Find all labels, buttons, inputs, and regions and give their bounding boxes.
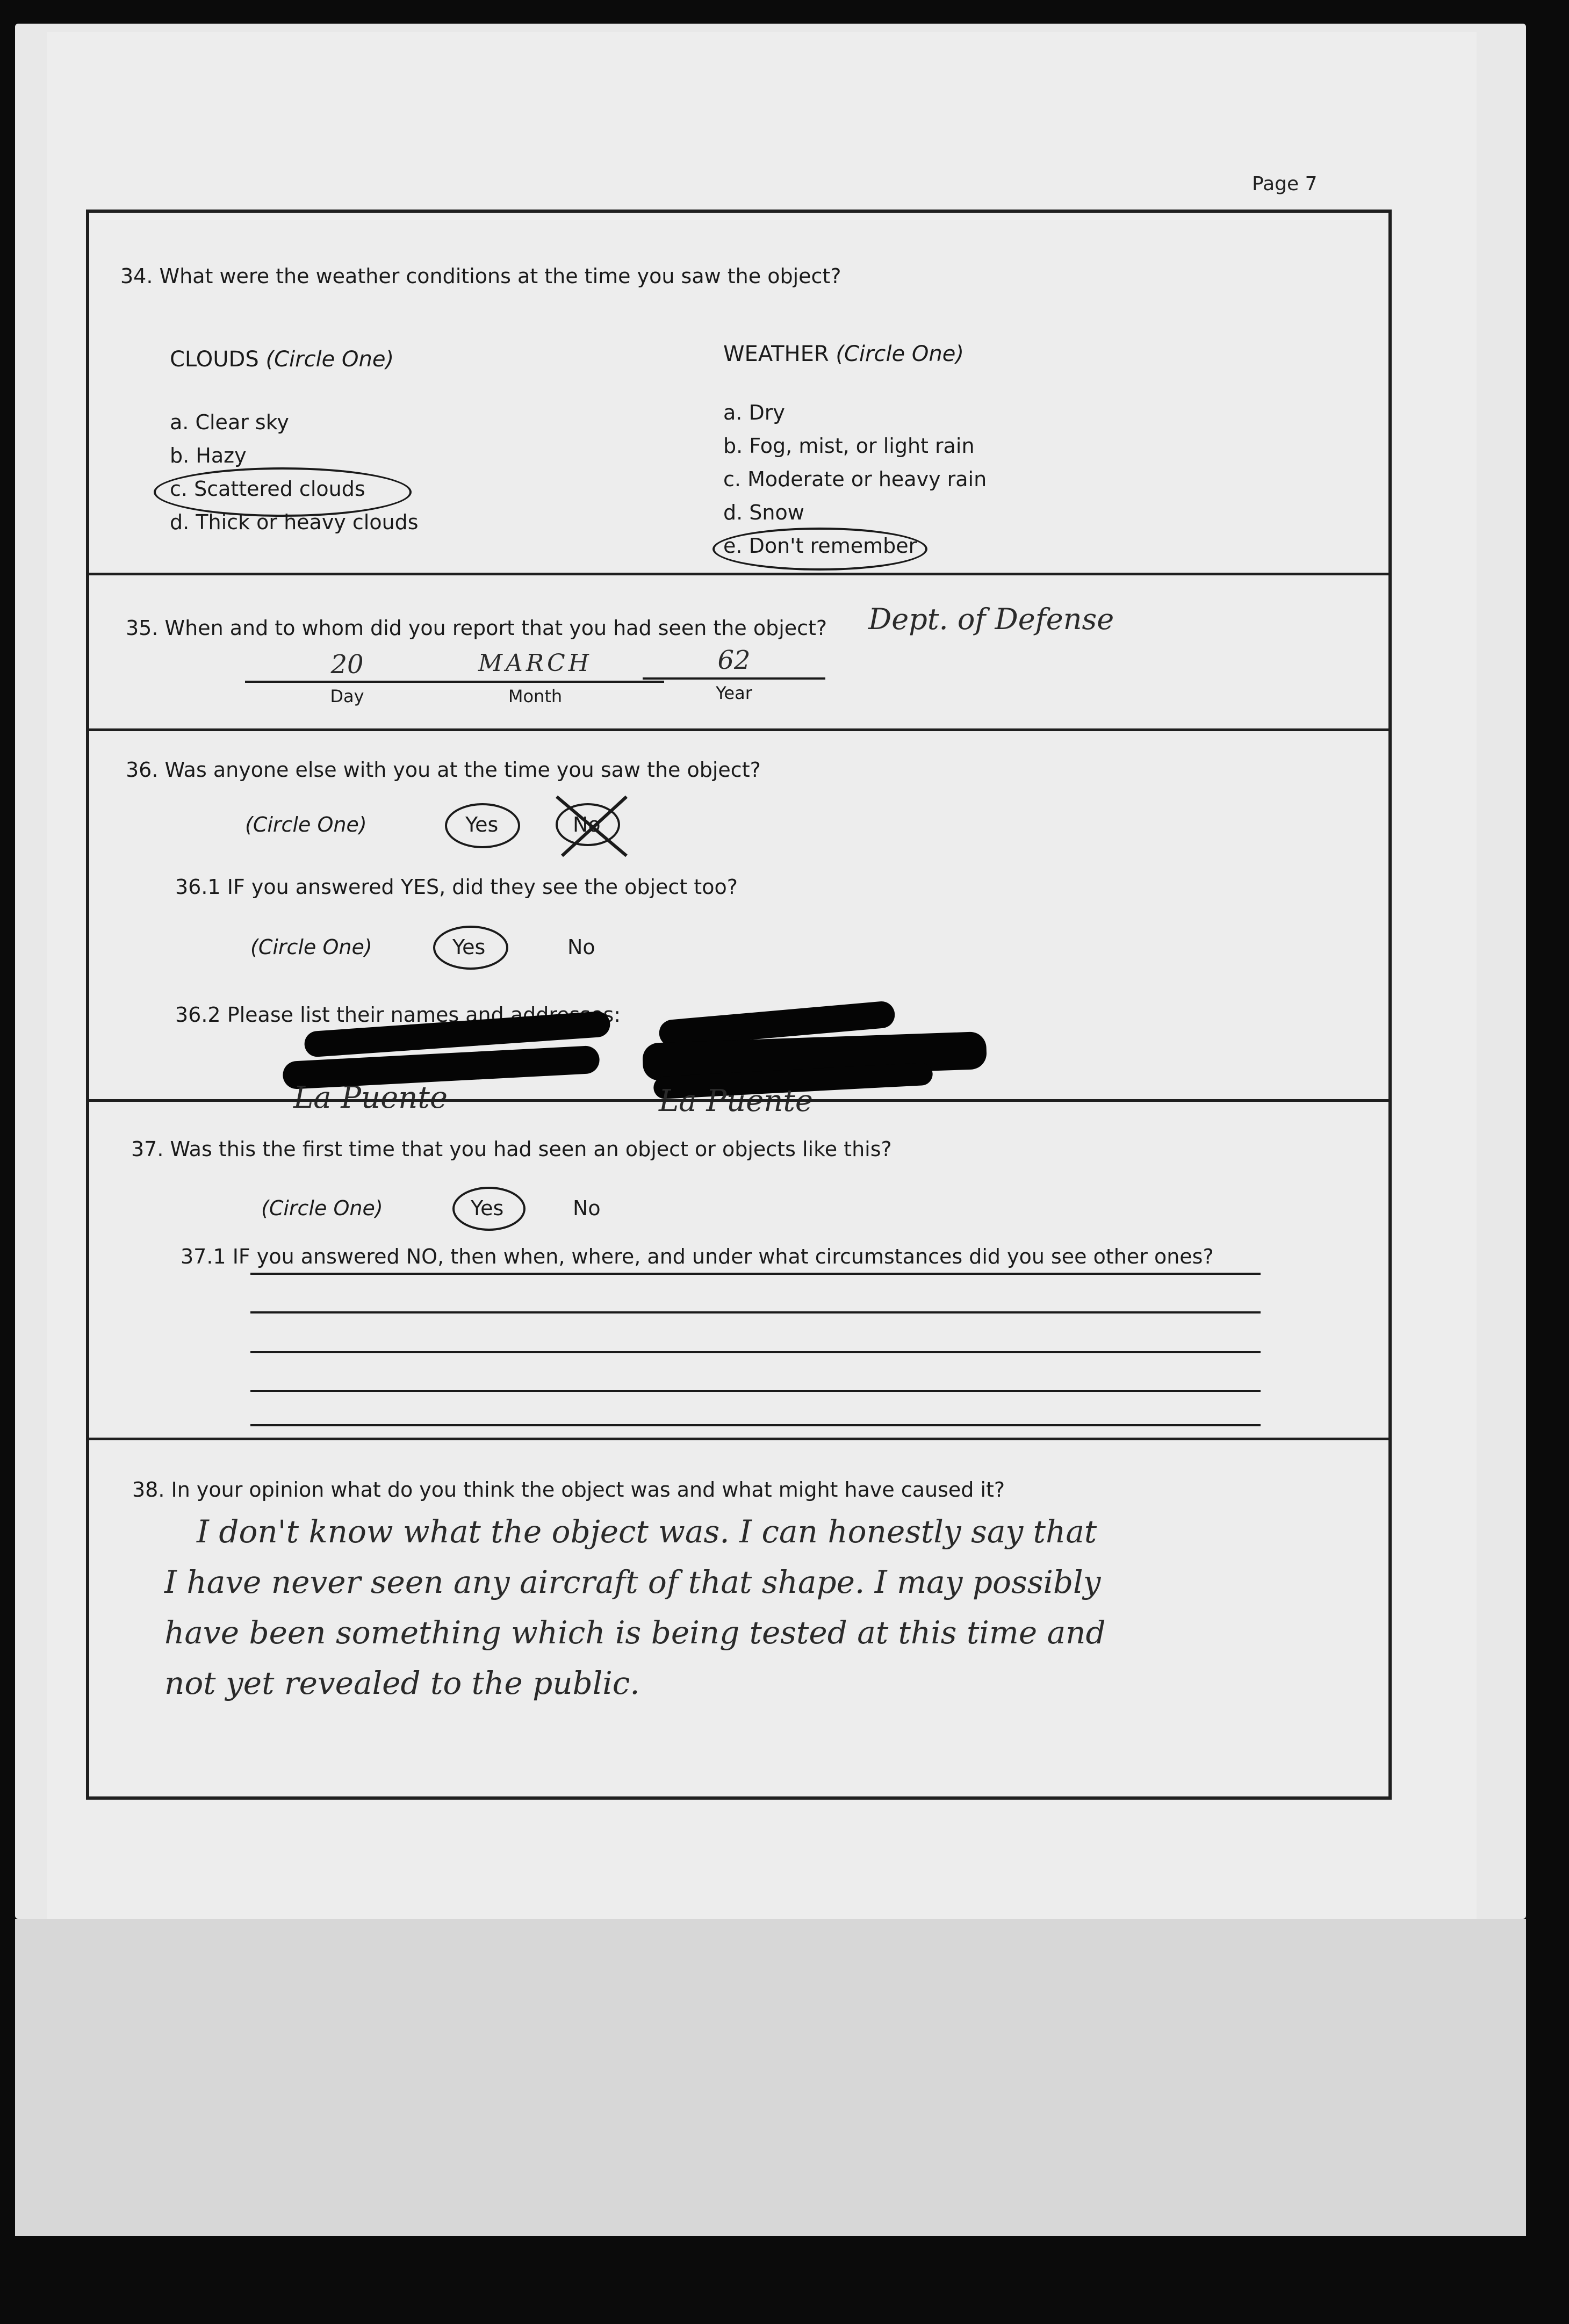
question-36-1-text: IF you answered YES, did they see the object too?	[227, 875, 738, 899]
address-1-city: La Puente	[293, 1080, 448, 1115]
question-36-1-no[interactable]: No	[567, 935, 595, 959]
answer-line[interactable]	[250, 1351, 1261, 1353]
clouds-option-b[interactable]: b. Hazy	[170, 444, 247, 467]
page-number: Page 7	[1252, 173, 1318, 195]
weather-option-a[interactable]: a. Dry	[723, 401, 785, 424]
weather-header: WEATHER (Circle One)	[723, 342, 964, 366]
address-2-city: La Puente	[659, 1084, 813, 1118]
question-36-1-number: 36.1	[175, 875, 221, 899]
clouds-option-d[interactable]: d. Thick or heavy clouds	[170, 510, 419, 534]
question-37-hint: (Circle One)	[261, 1196, 383, 1220]
weather-option-c[interactable]: c. Moderate or heavy rain	[723, 467, 987, 491]
question-37-selection-circle	[452, 1187, 526, 1231]
question-36-2-number: 36.2	[175, 1003, 221, 1027]
question-34-number: 34.	[120, 264, 153, 288]
question-37-text: Was this the first time that you had seen an object or objects like this?	[170, 1137, 892, 1161]
weather-selection-circle	[712, 528, 927, 571]
weather-option-d[interactable]: d. Snow	[723, 501, 804, 524]
question-35-number: 35.	[126, 616, 159, 640]
question-36-no[interactable]: No	[573, 813, 601, 836]
report-month-label: Month	[508, 686, 563, 706]
answer-line-2: I have never seen any aircraft of that shape. I may possibly	[164, 1564, 1101, 1600]
question-36-number: 36.	[126, 758, 159, 782]
clouds-header: CLOUDS (Circle One)	[170, 347, 394, 372]
report-day-label: Day	[330, 686, 364, 706]
weather-hint: (Circle One)	[836, 342, 964, 366]
answer-line-1: I don't know what the object was. I can honestly say that	[197, 1513, 1097, 1550]
weather-option-b[interactable]: b. Fog, mist, or light rain	[723, 434, 975, 458]
report-year-line	[643, 677, 825, 680]
report-recipient: Dept. of Defense	[868, 602, 1114, 636]
question-36-hint: (Circle One)	[245, 813, 367, 836]
question-36-1-hint: (Circle One)	[250, 935, 372, 959]
scan-margin	[15, 1919, 1526, 2236]
question-38-text: In your opinion what do you think the object was and what might have caused it?	[171, 1478, 1005, 1502]
report-month-value: MARCH	[478, 649, 592, 677]
question-36-section	[89, 728, 1388, 1118]
weather-option-e[interactable]: e. Don't remember	[723, 534, 917, 558]
clouds-hint: (Circle One)	[265, 347, 394, 372]
report-year-value: 62	[717, 645, 751, 675]
report-month-line	[406, 681, 664, 683]
question-36-1-yes[interactable]: Yes	[452, 935, 486, 959]
question-38-number: 38.	[132, 1478, 165, 1502]
clouds-option-a[interactable]: a. Clear sky	[170, 410, 289, 434]
question-36-text: Was anyone else with you at the time you saw the object?	[164, 758, 761, 782]
clouds-option-c[interactable]: c. Scattered clouds	[170, 477, 365, 501]
question-34-text: What were the weather conditions at the time you saw the object?	[159, 264, 841, 288]
question-34-section	[89, 213, 1388, 573]
question-36-2-text: Please list their names and addresses:	[227, 1003, 621, 1027]
question-35-text: When and to whom did you report that you had seen the object?	[164, 616, 827, 640]
report-day-value: 20	[330, 649, 364, 680]
question-37-no[interactable]: No	[573, 1196, 601, 1220]
question-35-section	[89, 573, 1388, 728]
answer-line[interactable]	[250, 1311, 1261, 1313]
question-36-yes[interactable]: Yes	[465, 813, 499, 836]
report-year-label: Year	[716, 683, 752, 703]
answer-line[interactable]	[250, 1390, 1261, 1392]
clouds-selection-circle	[154, 467, 412, 517]
question-37-yes[interactable]: Yes	[471, 1196, 504, 1220]
question-37-1-number: 37.1	[181, 1245, 226, 1268]
question-36-selection-circle	[445, 803, 520, 848]
question-37-section	[89, 1099, 1388, 1438]
question-37-number: 37.	[131, 1137, 164, 1161]
answer-line[interactable]	[250, 1273, 1261, 1275]
question-37-1-text: IF you answered NO, then when, where, and under what circumstances did you see other ones?	[232, 1245, 1214, 1268]
question-36-1-selection-circle	[433, 926, 508, 970]
answer-line[interactable]	[250, 1424, 1261, 1426]
question-38-section	[89, 1438, 1388, 1796]
cross-out-mark-icon	[551, 791, 632, 861]
questionnaire-form	[86, 210, 1392, 1800]
answer-line-4: not yet revealed to the public.	[164, 1665, 640, 1701]
answer-line-3: have been something which is being tested at this time and	[164, 1614, 1106, 1651]
